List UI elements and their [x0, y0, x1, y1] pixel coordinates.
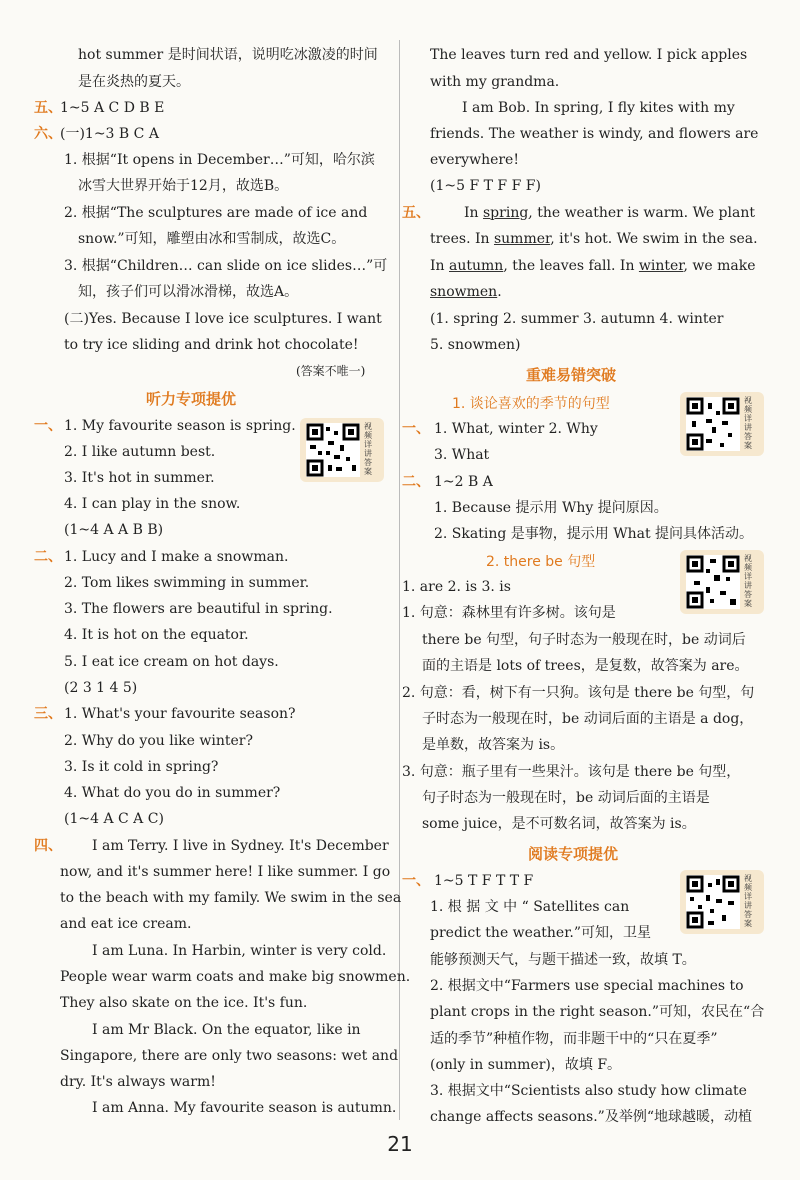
explanation-line: 是单数，故答案为 is。 — [422, 737, 565, 753]
filled-blank: summer — [493, 231, 551, 247]
explanation-line: (二)Yes. Because I love ice sculptures. I want — [64, 311, 382, 327]
text: , we make — [683, 258, 756, 274]
listening-title: 听力专项提优 — [146, 390, 237, 408]
answer-line: 3. It's hot in summer. — [64, 470, 215, 486]
explanation-line: 子时态为一般现在时，be 动词后面的主语是 a dog， — [422, 711, 754, 727]
fill-in-line — [430, 282, 502, 302]
explanation-line: 句子时态为一般现在时，be 动词后面的主语是 — [422, 790, 710, 806]
qr-caption: 视频详讲答案 — [364, 422, 372, 476]
filled-blank: spring — [483, 205, 529, 221]
answer-line: (1. spring 2. summer 3. autumn 4. winter — [430, 311, 724, 327]
answer-line: 1. Lucy and I make a snowman. — [64, 549, 289, 565]
explanation-line: some juice，是不可数名词，故答案为 is。 — [422, 816, 696, 832]
answer-line: 2. Why do you like winter? — [64, 733, 253, 749]
reading-title: 阅读专项提优 — [528, 845, 619, 863]
qr-caption: 视频详讲答案 — [744, 874, 752, 928]
answer-line: 2. I like autumn best. — [64, 444, 216, 460]
qr-code-key-points[interactable] — [680, 392, 764, 456]
passage-line: I am Luna. In Harbin, winter is very cold. — [92, 943, 387, 959]
subsection-title: 1. 谈论喜欢的季节的句型 — [452, 396, 610, 412]
passage-line: I am Anna. My favourite season is autumn. — [92, 1100, 397, 1116]
answer-line: (1~4 A C A C) — [64, 811, 164, 827]
column-divider — [399, 40, 400, 1120]
answer-line: 1. My favourite season is spring. — [64, 418, 296, 434]
passage-line: to the beach with my family. We swim in the sea — [60, 890, 402, 906]
answer-line: 5. I eat ice cream on hot days. — [64, 654, 279, 670]
section-label: 五、 — [402, 205, 430, 221]
section-label: 二、 — [402, 474, 430, 490]
section-label: 六、 — [34, 126, 62, 142]
section-label: 一、 — [402, 873, 430, 889]
passage-line: now, and it's summer here! I like summer. I go — [60, 864, 391, 880]
filled-blank: winter — [638, 258, 684, 274]
passage-line: everywhere! — [430, 152, 519, 168]
explanation-line: 知，孩子们可以滑冰滑梯，故选A。 — [78, 284, 299, 300]
answer-line: 2. Tom likes swimming in summer. — [64, 575, 310, 591]
section-label: 一、 — [402, 421, 430, 437]
section-label: 四、 — [34, 838, 62, 854]
qr-code-icon — [686, 397, 740, 451]
answer-line: (一)1~3 B C A — [60, 126, 159, 142]
explanation-line: there be 句型，句子时态为一般现在时，be 动词后 — [422, 632, 746, 648]
key-points-title: 重难易错突破 — [526, 366, 617, 384]
explanation-line: to try ice sliding and drink hot chocolate! — [64, 337, 359, 353]
passage-line: I am Bob. In spring, I fly kites with my — [462, 100, 735, 116]
text: . — [497, 284, 502, 300]
explanation-line: 2. 句意：看，树下有一只狗。该句是 there be 句型，句 — [402, 685, 755, 701]
explanation-line: 2. 根据文中“Farmers use special machines to — [430, 978, 744, 994]
passage-line: Singapore, there are only two seasons: wet and — [60, 1048, 399, 1064]
passage-line: They also skate on the ice. It's fun. — [60, 995, 308, 1011]
section-label: 三、 — [34, 706, 62, 722]
intro-line: hot summer 是时间状语，说明吃冰激凌的时间 — [78, 47, 378, 63]
explanation-line: 1. 句意：森林里有许多树。该句是 — [402, 605, 616, 621]
qr-caption: 视频详讲答案 — [744, 396, 752, 450]
answer-line: 1~2 B A — [434, 474, 493, 490]
explanation-line: 适的季节”种植作物，而非题干中的“只在夏季” — [430, 1031, 718, 1047]
passage-line: dry. It's always warm! — [60, 1074, 216, 1090]
text: In — [464, 205, 483, 221]
intro-line: 是在炎热的夏天。 — [78, 74, 190, 90]
text: trees. In — [430, 231, 494, 247]
subsection-title: 2. there be 句型 — [486, 554, 596, 570]
answer-line: 1. are 2. is 3. is — [402, 579, 511, 595]
explanation-line: 1. Because 提示用 Why 提问原因。 — [434, 500, 668, 516]
answer-line: 3. What — [434, 447, 490, 463]
passage-line: with my grandma. — [430, 74, 560, 90]
answer-line: 1~5 T F T T F — [434, 873, 534, 889]
passage-line: I am Mr Black. On the equator, like in — [92, 1022, 361, 1038]
explanation-line: predict the weather.”可知，卫星 — [430, 925, 651, 941]
filled-blank: snowmen — [430, 284, 498, 300]
explanation-line: 3. 句意：瓶子里有一些果汁。该句是 there be 句型， — [402, 764, 741, 780]
answer-line: 4. What do you do in summer? — [64, 785, 281, 801]
section-label: 五、 — [34, 100, 62, 116]
explanation-line: 2. 根据“The sculptures are made of ice and — [64, 205, 368, 221]
answer-line: 4. I can play in the snow. — [64, 496, 241, 512]
answer-line: 1. What, winter 2. Why — [434, 421, 598, 437]
explanation-line: 1. 根据“It opens in December…”可知，哈尔滨 — [64, 152, 375, 168]
passage-line: and eat ice cream. — [60, 916, 192, 932]
explanation-line: plant crops in the right season.”可知，农民在“合 — [430, 1004, 765, 1020]
explanation-line: change affects seasons.”及举例“地球越暖，动植 — [430, 1109, 752, 1125]
explanation-line: 1. 根 据 文 中 “ Satellites can — [430, 899, 630, 915]
fill-in-line — [430, 256, 755, 276]
answer-line: 4. It is hot on the equator. — [64, 627, 249, 643]
qr-code-listening[interactable] — [300, 418, 384, 482]
answer-line: 3. The flowers are beautiful in spring. — [64, 601, 333, 617]
text: , the leaves fall. In — [503, 258, 639, 274]
passage-line: People wear warm coats and make big snowmen. — [60, 969, 411, 985]
answer-line: (2 3 1 4 5) — [64, 680, 138, 696]
passage-line: The leaves turn red and yellow. I pick apples — [430, 47, 748, 63]
explanation-line: (only in summer)，故填 F。 — [430, 1057, 622, 1073]
explanation-line: 3. 根据文中“Scientists also study how climate — [430, 1083, 747, 1099]
answer-line: 1. What's your favourite season? — [64, 706, 296, 722]
fill-in-line — [430, 229, 758, 249]
qr-caption: 视频详讲答案 — [744, 554, 752, 608]
explanation-line: 冰雪大世界开始于12月，故选B。 — [78, 178, 289, 194]
answer-note: (答案不唯一) — [296, 364, 366, 378]
filled-blank: autumn — [449, 258, 504, 274]
qr-code-icon — [686, 875, 740, 929]
section-label: 二、 — [34, 549, 62, 565]
explanation-line: 能够预测天气，与题干描述一致，故填 T。 — [430, 952, 696, 968]
explanation-line: snow.”可知，雕塑由冰和雪制成，故选C。 — [78, 231, 346, 247]
text: , the weather is warm. We plant — [528, 205, 755, 221]
qr-code-icon — [686, 555, 740, 609]
answer-line: 5. snowmen) — [430, 337, 521, 353]
section-label: 一、 — [34, 418, 62, 434]
answer-line: 3. Is it cold in spring? — [64, 759, 219, 775]
explanation-line: 面的主语是 lots of trees，是复数，故答案为 are。 — [422, 658, 749, 674]
answer-line: (1~4 A A B B) — [64, 522, 164, 538]
answer-line: (1~5 F T F F F) — [430, 178, 541, 194]
explanation-line: 3. 根据“Children… can slide on ice slides…”可 — [64, 258, 388, 274]
text: In — [430, 258, 449, 274]
answer-line: 1~5 A C D B E — [60, 100, 165, 116]
qr-code-reading[interactable] — [680, 870, 764, 934]
page-number: 21 — [387, 1132, 413, 1156]
text: , it's hot. We swim in the sea. — [550, 231, 758, 247]
explanation-line: 2. Skating 是事物，提示用 What 提问具体活动。 — [434, 526, 754, 542]
passage-line: I am Terry. I live in Sydney. It's December — [92, 838, 389, 854]
fill-in-line — [464, 203, 755, 223]
passage-line: friends. The weather is windy, and flowers are — [430, 126, 759, 142]
qr-code-icon — [306, 423, 360, 477]
qr-code-there-be[interactable] — [680, 550, 764, 614]
